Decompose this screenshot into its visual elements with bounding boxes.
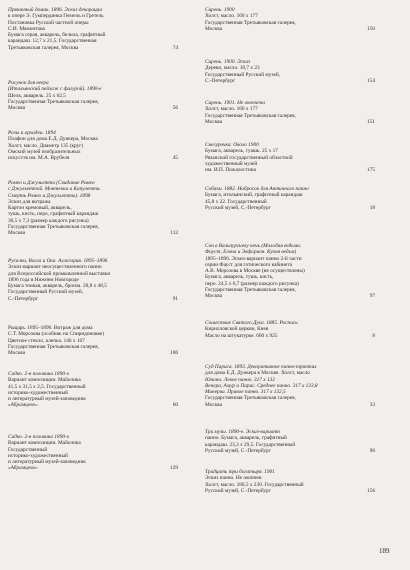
entry-detail: карандаш. 12,7 х 21,5. Государственная xyxy=(8,38,97,45)
entry-detail: Вариант композиции. Майолика xyxy=(8,440,81,447)
entry-page-ref: 18 xyxy=(369,204,375,211)
catalog-entry xyxy=(205,142,375,173)
entry-detail: 45,8 х 22. Государственный xyxy=(205,198,267,205)
entry-detail: карандаш. 23,3 х 29,5. Государственный xyxy=(205,441,296,448)
catalog-entry xyxy=(8,371,178,409)
catalog-entry xyxy=(8,325,178,356)
entry-detail: Москва xyxy=(8,105,26,112)
entry-page-ref: 97 xyxy=(369,293,375,300)
entry-title: Суд Париса. 1893. Декоративное панно-триптих xyxy=(205,364,317,370)
entry-detail: Государственный Русский музей, xyxy=(8,289,84,296)
entry-detail: Картон кремовый, акварель, xyxy=(8,205,72,212)
entry-title: Розы и орхидеи. 1894 xyxy=(8,130,56,136)
entry-detail: и литературный музей-заповедник xyxy=(8,459,86,466)
entry-detail: 41,5 х 31,5 х 2,5. Государственный xyxy=(8,383,86,390)
entry-detail: Эскиз для витража xyxy=(8,198,51,205)
entry-detail: Вариант композиции. Майолика xyxy=(8,377,81,384)
entry-detail: С.-Петербург xyxy=(205,77,236,84)
entry-detail: Государственный Русский музей, xyxy=(205,71,281,78)
entry-detail: Холст, масло. 180,5 х 230. Государственный xyxy=(205,481,304,488)
entry-detail: Фауст, Елена и Эвфорион. Кухня ведьм) xyxy=(205,249,297,256)
entry-detail: Бумага, акварель, гуашь. 25 х 17 xyxy=(205,148,278,155)
entry-detail: С.И. Мамонтова xyxy=(8,25,45,32)
page-number: 189 xyxy=(379,547,390,555)
entry-detail: Русский музей, С.-Петербург xyxy=(205,447,271,454)
catalog-entry xyxy=(8,258,178,302)
entry-page-ref: 154 xyxy=(367,77,375,84)
entry-title: Снегурочка. Около 1900 xyxy=(205,142,259,148)
entry-detail: 1896 года в Нижнем Новгороде xyxy=(8,276,79,283)
entry-detail: Москва xyxy=(205,401,223,408)
entry-page-ref: 106 xyxy=(170,350,178,357)
entry-detail: Государственная Третьяковская галерея, xyxy=(205,112,296,119)
catalog-entry xyxy=(205,243,375,300)
entry-page-ref: 56 xyxy=(172,105,178,112)
entry-detail: Рязанский государственный областной xyxy=(205,154,293,161)
entry-title: Сон в Вальпургиеву ночь (Молодая ведьма. xyxy=(205,243,302,249)
entry-title: Садко. 2-я половина 1890-х xyxy=(8,371,70,377)
entry-page-ref: 60 xyxy=(172,402,178,409)
entry-detail: к опере Э. Гумпердинка Гензель и Гретель xyxy=(8,13,104,20)
entry-detail: А.В. Морозова в Москве (не осуществлены) xyxy=(205,268,305,275)
entry-detail: «Абрамцево» xyxy=(8,402,38,409)
entry-title: Тридцать три богатыря. 1901 xyxy=(205,469,275,475)
entry-detail: искусств им. М.А. Врубеля xyxy=(8,155,70,162)
entry-detail: Венера, Амур и Парис. Среднее панно. 317 х 133,8 xyxy=(205,382,318,389)
entry-detail: Москва xyxy=(205,118,223,125)
entry-page-ref: 151 xyxy=(367,118,375,125)
entry-detail: Москва xyxy=(205,293,223,300)
entry-detail: перо. 24,5 х 6,7 (размер каждого рисунка) xyxy=(205,280,299,287)
entry-detail: Смерть Ромео и Джульетты). 1898 xyxy=(8,192,91,199)
entry-detail: Государственная Третьяковская галерея, xyxy=(205,287,296,294)
entry-detail: Государственная Третьяковская галерея, xyxy=(205,395,296,402)
entry-detail: Кирилловской церкви, Киев xyxy=(205,326,269,333)
entry-detail: художественный музей xyxy=(205,160,258,167)
entry-title: Сошествие Святого Духа. 1885. Роспись xyxy=(205,320,298,326)
entry-title: Рисунок для веера xyxy=(8,80,49,86)
catalog-entry xyxy=(8,180,178,237)
entry-detail: «Абрамцево» xyxy=(8,465,38,472)
entry-page-ref: 129 xyxy=(170,465,178,472)
entry-detail: Бумага тонкая, акварель, бронза. 20,8 х 48,5 xyxy=(8,283,107,290)
entry-title: Три музы. 1890-е. Эскиз-вариант xyxy=(205,429,280,435)
entry-detail: Государственная Третьяковская галерея, xyxy=(8,343,99,350)
catalog-entry xyxy=(205,469,375,494)
entry-detail: им. И.П. Пожалостина xyxy=(205,167,256,174)
entry-detail: Москва xyxy=(205,25,223,32)
entry-title: Сирень. 1901. Не окончена xyxy=(205,100,265,106)
entry-title: Сирень. 1900 xyxy=(205,7,235,13)
entry-detail: историко-художественный xyxy=(8,389,68,396)
entry-detail: Русский музей, С.-Петербург xyxy=(205,204,271,211)
catalog-entry xyxy=(8,80,178,111)
entry-page-ref: 175 xyxy=(367,167,375,174)
catalog-entry xyxy=(205,59,375,84)
catalog-entry xyxy=(205,320,375,339)
entry-title: Сирень. 1900. Эскиз xyxy=(205,59,251,65)
entry-page-ref: 8 xyxy=(372,332,375,339)
entry-title: Русалки, Волга и Ока. Аллегория. 1895–1896 xyxy=(8,258,108,264)
entry-detail: Цветное стекло, клепка. 146 х 167 xyxy=(8,337,85,344)
entry-page-ref: 150 xyxy=(367,25,375,32)
catalog-entry xyxy=(205,364,375,408)
entry-detail: Бумага, итальянский, графитный карандаш xyxy=(205,192,303,199)
entry-detail: Бумага серая, акварель, белила, графитный xyxy=(8,32,106,39)
entry-detail: Омский музей изобразительных xyxy=(8,148,81,155)
entry-detail: (Итальянский пейзаж с фигурой). 1890-е xyxy=(8,86,102,93)
entry-detail: Холст, масло. 160 х 177 xyxy=(205,106,258,113)
entry-detail: 1895–1896. Эскиз-вариант панно 2-й части xyxy=(205,255,302,262)
entry-detail: Государственная Третьяковская галерея, xyxy=(8,98,99,105)
entry-detail: Третьяковская галерея, Москва xyxy=(8,44,79,51)
entry-detail: Москва xyxy=(8,350,26,357)
entry-detail: Холст, масло. Диаметр 135 (круг) xyxy=(8,142,84,149)
entry-page-ref: 74 xyxy=(172,44,178,51)
entry-detail: панно. Бумага, акварель, графитный xyxy=(205,435,287,442)
entry-detail: Государственная Третьяковская галерея, xyxy=(205,19,296,26)
entry-detail: Государственный xyxy=(8,446,48,453)
entry-detail: тушь, кисть, перо, графитный карандаш xyxy=(8,211,99,218)
entry-page-ref: 33 xyxy=(369,401,375,408)
entry-title: Ромео и Джульетта (Свидание Ромео xyxy=(8,180,95,186)
entry-title: Рыцарь. 1895–1896. Витраж для дома xyxy=(8,325,93,331)
entry-detail: Русский музей, С.-Петербург xyxy=(205,487,271,494)
entry-page-ref: 91 xyxy=(172,295,178,302)
catalog-entry xyxy=(205,186,375,211)
entry-detail: серии Фауст для готического кабинета xyxy=(205,261,292,268)
entry-detail: 30,5 х 7,3 (размер каждого рисунка) xyxy=(8,217,89,224)
catalog-entry xyxy=(205,429,375,454)
entry-detail: С.Т. Морозова (особняк на Спиридоновке) xyxy=(8,331,105,338)
entry-title: Собаки. 1882. Набросок для Античного панно xyxy=(205,186,309,192)
entry-detail: Бумага, акварель, тушь, кисть, xyxy=(205,274,274,281)
catalog-entry xyxy=(205,7,375,32)
entry-detail: с Джульеттой. Монтекки и Капулетти. xyxy=(8,186,101,193)
entry-detail: Москва xyxy=(8,230,26,237)
entry-detail: Шелк, акварель. 25 х 62,5 xyxy=(8,92,66,99)
entry-detail: Холст, масло. 160 х 177 xyxy=(205,13,258,20)
entry-page-ref: 45 xyxy=(172,155,178,162)
entry-title: Пряничный домик. 1896. Эскиз декорации xyxy=(8,7,102,13)
entry-detail: Государственная Третьяковская галерея, xyxy=(8,224,99,231)
entry-detail: Юнона. Левое панно. 317 х 132 xyxy=(205,376,275,383)
entry-detail: Эскиз панно. Не окончен xyxy=(205,475,262,482)
entry-detail: Масло на штукатурке. 600 х 925 xyxy=(205,332,278,339)
entry-detail: Минерва. Правое панно. 317 х 132,5 xyxy=(205,389,286,396)
entry-page-ref: 96 xyxy=(369,447,375,454)
catalog-entry xyxy=(205,100,375,125)
entry-detail: Постановка Русской частной оперы xyxy=(8,19,89,26)
entry-detail: Дерево, масло. 18,7 х 23 xyxy=(205,65,260,72)
entry-detail: Эскиз-вариант неосуществленного панно xyxy=(8,264,102,271)
catalog-entry xyxy=(8,130,178,161)
entry-detail: для дома Е.Д. Дункера в Москве. Холст, масло xyxy=(205,370,310,377)
entry-detail: С.-Петербург xyxy=(8,295,39,302)
entry-title: Садко. 2-я половина 1890-х xyxy=(8,434,70,440)
entry-page-ref: 112 xyxy=(170,230,178,237)
entry-detail: историко-художественный xyxy=(8,452,68,459)
catalog-entry xyxy=(8,434,178,472)
entry-detail: и литературный музей-заповедник xyxy=(8,396,86,403)
entry-page-ref: 156 xyxy=(367,487,375,494)
catalog-entry xyxy=(8,7,178,51)
entry-detail: Плафон для дома Е.Д. Дункера, Москва xyxy=(8,136,98,143)
entry-detail: для Всероссийской промышленной выставки xyxy=(8,270,111,277)
